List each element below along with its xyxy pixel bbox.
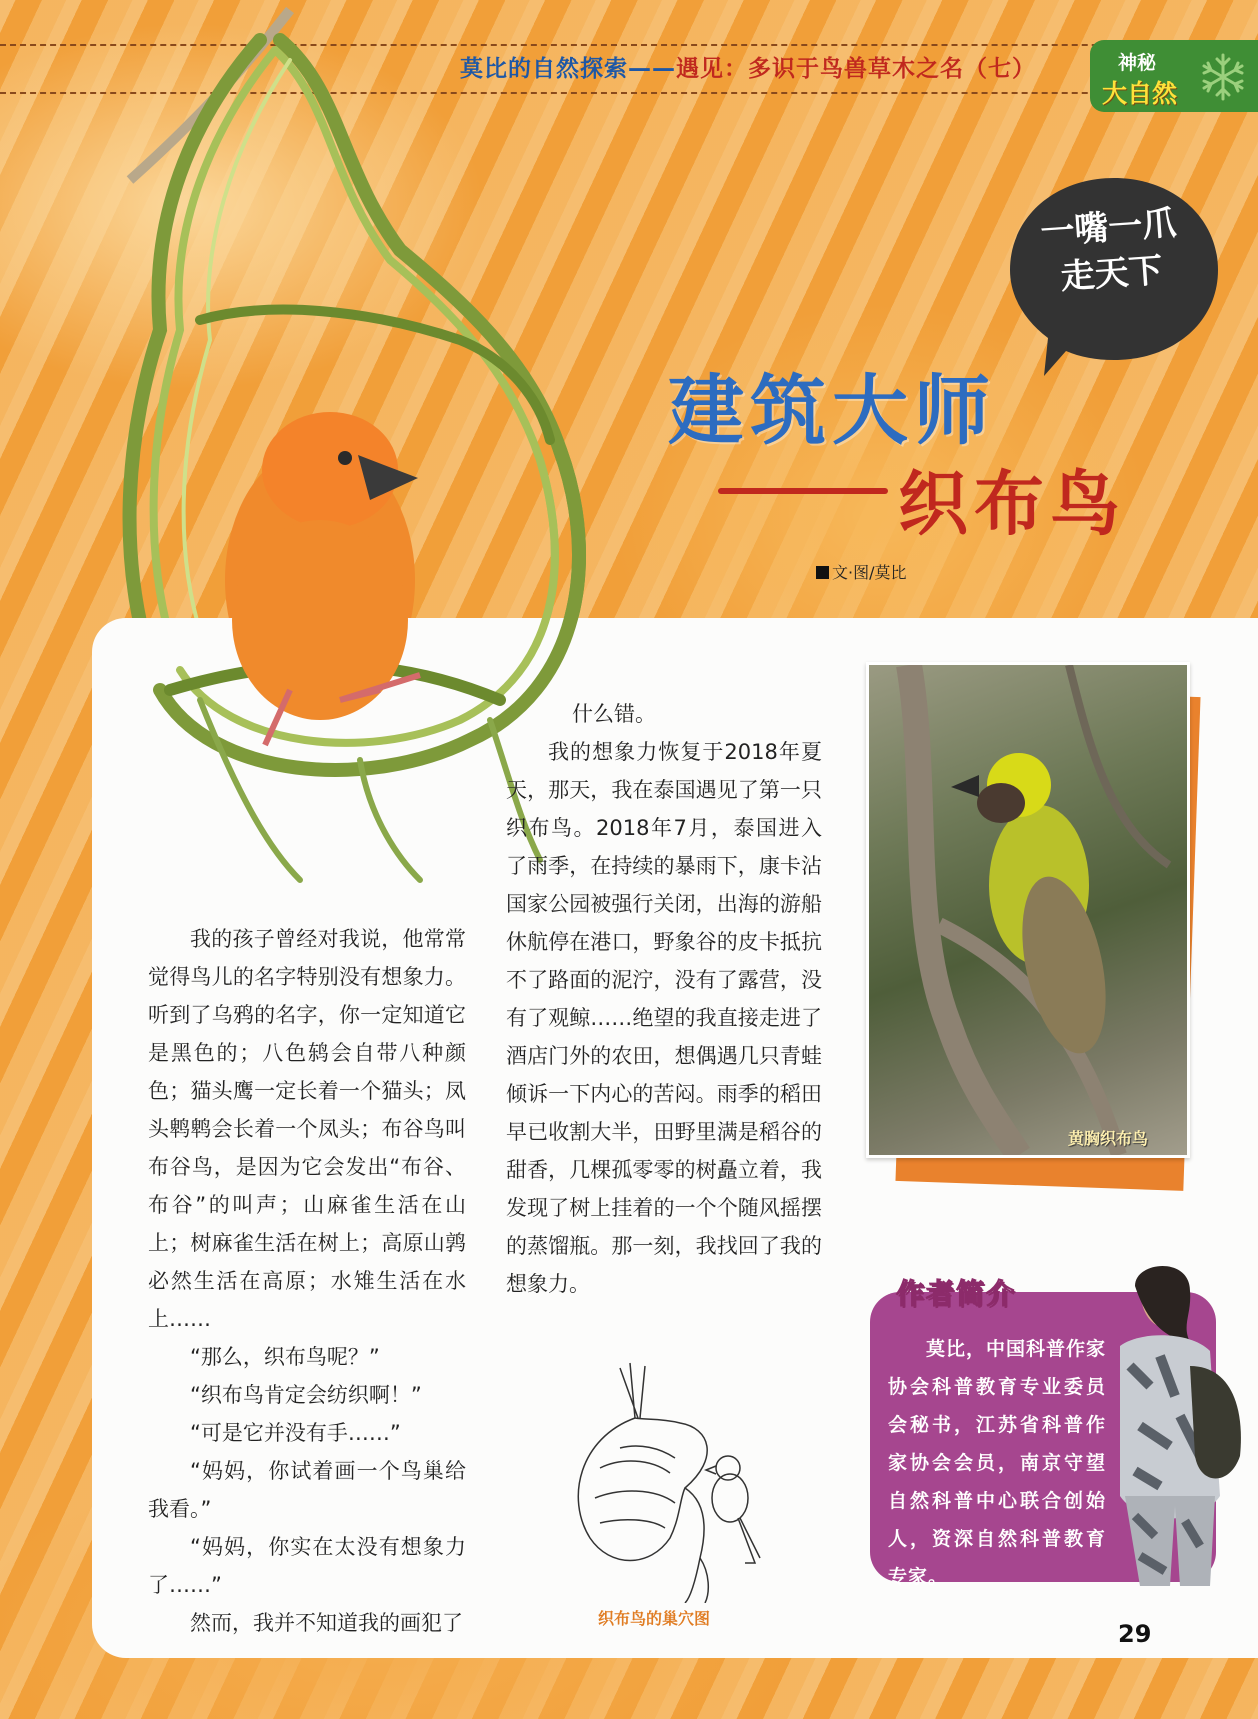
bubble-text	[1017, 199, 1203, 303]
byline	[816, 560, 906, 583]
badge-line1: 神秘	[1118, 52, 1157, 74]
bubble-line2: 走天下	[1059, 250, 1164, 298]
bubble-line1: 一嘴一爪	[1039, 203, 1178, 253]
nest-sketch-illustration	[560, 1358, 780, 1603]
page-number: 29	[1118, 1620, 1152, 1648]
paragraph: “妈妈，你试着画一个鸟巢给我看。”	[148, 1459, 466, 1521]
paragraph: 我的想象力恢复于2018年夏天，那天，我在泰国遇见了第一只织布鸟。2018年7月，泰国进入了雨季，在持续的暴雨下，康卡沾国家公园被强行关闭，出海的游船休航停在港口，野象谷的皮卡抵抗不了路面的泥泞，没有了露营，没有了观鲸……绝望的我直接走进了酒店门外的农田，想偶遇几只青蛙倾诉一下内心的苦闷。雨季的稻田早已收割大半，田野里满是稻谷的甜香，几棵孤零零的树矗立着，我发现了树上挂着的一个个随风摇摆的蒸馏瓶。那一刻，我找回了我的想象力。	[506, 740, 822, 1296]
badge-line2: 大自然	[1102, 79, 1178, 108]
square-bullet-icon	[816, 566, 829, 579]
paragraph: “那么，织布鸟呢？”	[190, 1345, 380, 1369]
paragraph: “妈妈，你实在太没有想象力了……”	[148, 1535, 466, 1597]
section-badge	[1090, 40, 1258, 112]
article-continued-line: 什么错。	[572, 702, 656, 726]
series-title-part2: 遇见：多识于鸟兽草木之名（七）	[676, 56, 1036, 82]
author-bio	[888, 1330, 1106, 1596]
paragraph: 我的孩子曾经对我说，他常常觉得鸟儿的名字特别没有想象力。听到了乌鸦的名字，你一定知道它是黑色的；八色鸫会自带八种颜色；猫头鹰一定长着一个猫头；凤头鹎鹎会长着一个凤头；布谷鸟叫布谷鸟，是因为它会发出“布谷、布谷”的叫声；山麻雀生活在山上；树麻雀生活在树上；高原山鹑必然生活在高原；水雉生活在水上……	[148, 927, 466, 1331]
paragraph: “可是它并没有手……”	[190, 1421, 401, 1445]
author-label: 作者简介	[896, 1277, 1017, 1310]
sketch-caption: 织布鸟的巢穴图	[598, 1609, 711, 1628]
author-bio-text: 莫比，中国科普作家协会科普教育专业委员会秘书，江苏省科普作家协会会员，南京守望自然科普中心联合创始人，资深自然科普教育专家。	[888, 1338, 1107, 1588]
paragraph: 然而，我并不知道我的画犯了	[190, 1611, 463, 1635]
article-left-column	[148, 920, 466, 1642]
article-middle-column	[506, 733, 822, 1303]
branch-and-bird-icon	[869, 665, 1187, 1155]
photo-caption: 黄胸织布鸟	[1068, 1129, 1149, 1148]
series-title-part1: 莫比的自然探索——	[460, 56, 676, 82]
title-line1: 建筑大师	[668, 366, 996, 455]
weaver-bird-photo	[866, 662, 1190, 1158]
byline-text: 文·图/莫比	[832, 563, 907, 582]
paragraph: “织布鸟肯定会纺织啊！”	[190, 1383, 422, 1407]
title-dash	[718, 488, 888, 494]
title-line2: 织布鸟	[898, 463, 1126, 545]
snowflake-icon	[1198, 52, 1248, 102]
